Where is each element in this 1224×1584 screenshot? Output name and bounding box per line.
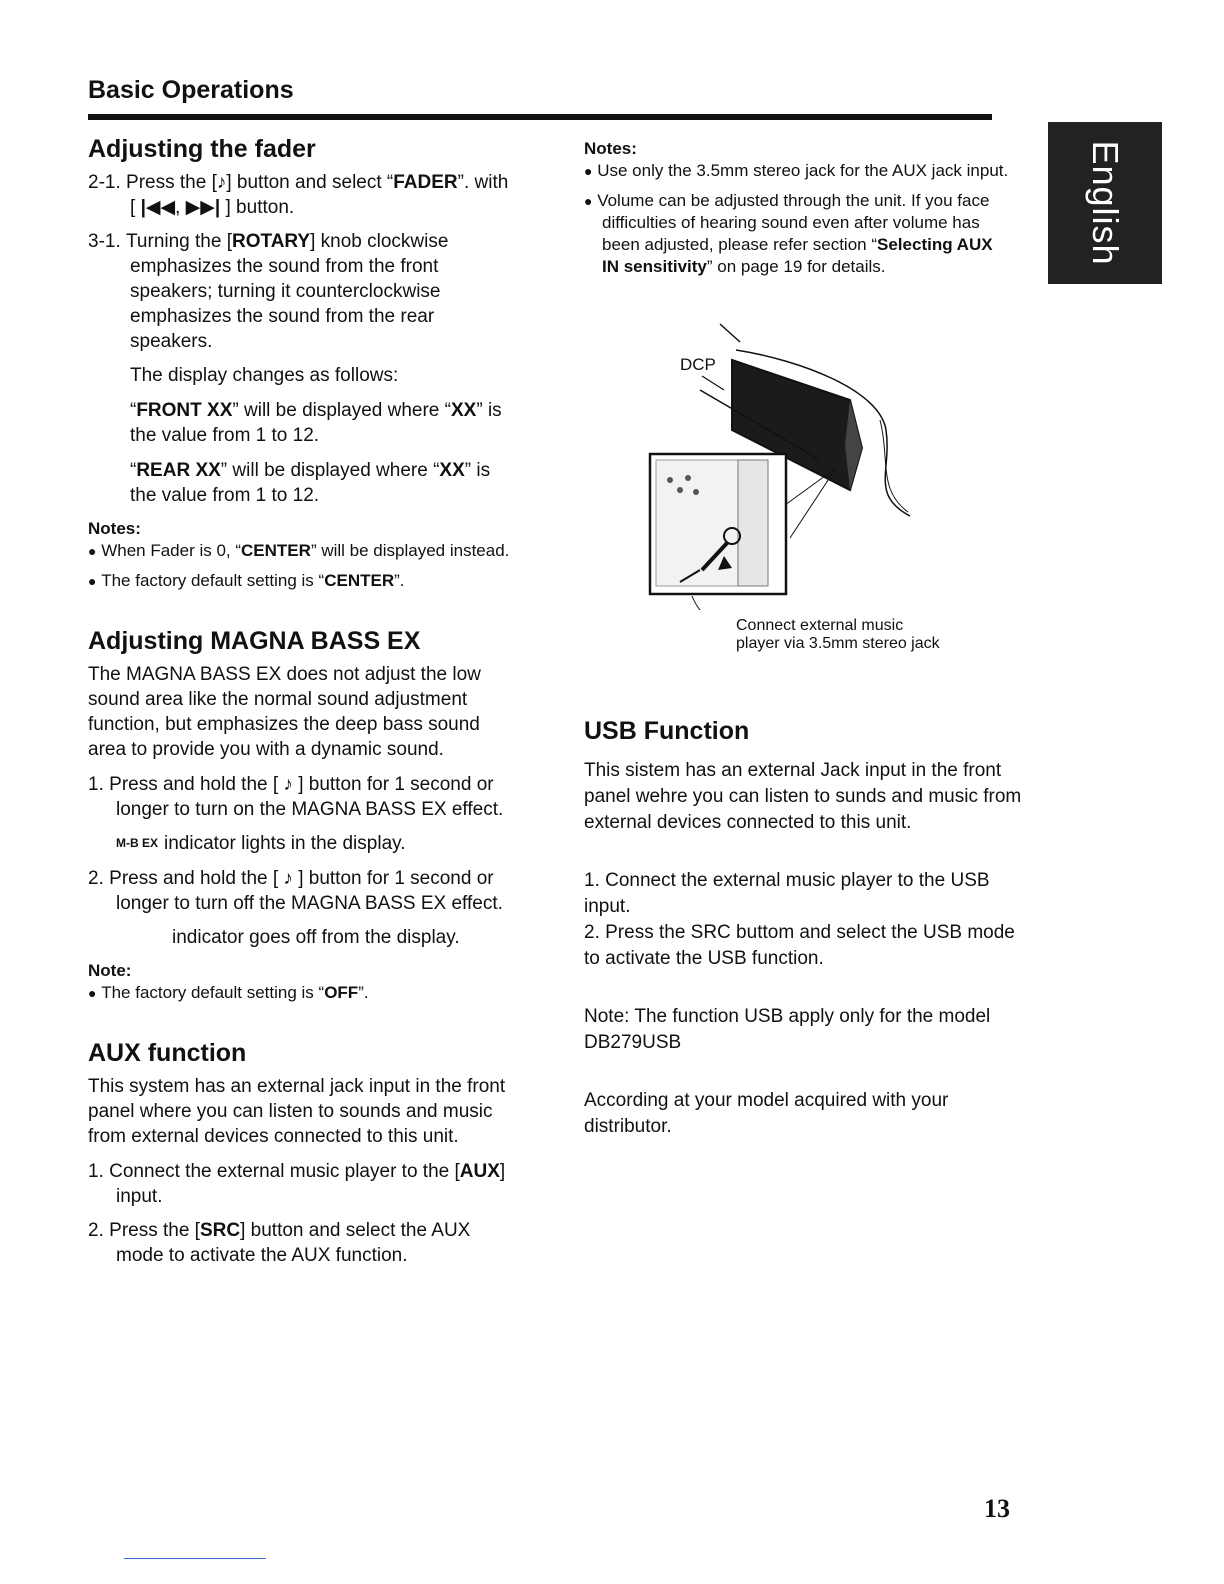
music-note-icon: ♪ <box>283 868 293 890</box>
aux-sensitivity-keyword: Selecting AUX IN sensitivity <box>602 235 993 276</box>
center-keyword: CENTER <box>324 571 395 590</box>
rear-xx-text <box>88 458 518 508</box>
bullet-icon: ● <box>584 193 593 209</box>
front-xx-text <box>88 398 518 448</box>
rear-keyword: REAR XX <box>136 460 221 481</box>
aux-keyword: AUX <box>459 1161 500 1183</box>
step-text: ] input. <box>116 1161 506 1208</box>
figure-caption: Connect external music player via 3.5mm stereo jack <box>736 617 940 652</box>
aux-intro: This system has an external jack input in the front panel where you can listen to sounds and music from external devices connected to this unit. <box>88 1076 506 1148</box>
src-keyword: SRC <box>199 1220 241 1242</box>
step-number: 1. <box>88 774 104 795</box>
body-text: ” is the value from 1 to 12. <box>130 400 502 446</box>
bullet-icon: ● <box>88 985 97 1002</box>
note-text: ” on page 19 for details. <box>706 257 886 276</box>
note-text: ”. <box>358 983 369 1003</box>
magna-note-1 <box>88 982 518 1004</box>
display-changes-text: The display changes as follows: <box>130 365 399 386</box>
note-text: ”. <box>394 571 405 590</box>
magna-step-2 <box>88 866 518 916</box>
right-note-1 <box>584 160 1014 182</box>
right-notes <box>584 138 1014 286</box>
skip-back-icon: |◀◀ <box>140 197 176 218</box>
magna-indicator-off: indicator goes off from the display. <box>172 927 460 949</box>
usb-intro: This sistem has an external Jack input in the front panel wehre you can listen to sunds and music from external devices connected to this unit. <box>584 760 1022 833</box>
step-number: 2-1. <box>88 172 121 193</box>
magna-intro: The MAGNA BASS EX does not adjust the low sound area like the normal sound adjustment function, but emphasizes the deep bass sound area to provide you with a dynamic sound. <box>88 664 481 760</box>
indicator-text: indicator lights in the display. <box>164 833 406 854</box>
section-header-title: Basic Operations <box>88 76 294 104</box>
usb-model-note: According at your model acquired with your distributor. <box>584 1090 949 1137</box>
step-number: 3-1. <box>88 231 121 252</box>
footer-line <box>124 1558 266 1559</box>
step-text: ] button. <box>220 197 295 218</box>
step-text: ] knob clockwise emphasizes the sound from the front speakers; turning it counterclockwise emphasizes the sound from the rear speakers. <box>130 231 449 352</box>
quote: “ <box>130 460 137 481</box>
magna-indicator-on <box>88 831 518 856</box>
aux-step-1 <box>88 1159 518 1209</box>
magna-step-1 <box>88 772 518 822</box>
xx-keyword: XX <box>450 400 477 421</box>
fader-keyword: FADER <box>393 172 458 193</box>
right-notes-title: Notes: <box>584 139 637 158</box>
note-text: Volume can be adjusted through the unit. If you face difficulties of hearing sound even after volume has been adjusted, please refer section “ <box>597 191 990 254</box>
xx-keyword: XX <box>439 460 465 481</box>
step-number: 1. <box>88 1161 104 1183</box>
step-text: Press the [ <box>109 1220 200 1242</box>
header-rule <box>88 114 992 120</box>
fader-notes-title: Notes: <box>88 519 141 538</box>
usb-step-2: 2. Press the SRC buttom and select the USB mode to activate the USB function. <box>584 922 1015 969</box>
step-text: ”. with [ <box>130 172 509 218</box>
note-text: Use only the 3.5mm stereo jack for the AUX jack input. <box>597 161 1009 180</box>
step-number: 2. <box>88 1220 104 1242</box>
music-note-icon: ♪ <box>283 774 293 795</box>
step-text: Connect the external music player to the [ <box>109 1161 460 1183</box>
note-text: When Fader is 0, “ <box>101 541 242 560</box>
note-text: ” will be displayed instead. <box>310 541 510 560</box>
step-text: ] button for 1 second or longer to turn on the MAGNA BASS EX effect. <box>116 774 504 820</box>
page-number: 13 <box>984 1494 1010 1523</box>
separator: , <box>175 197 186 218</box>
usb-heading: USB Function <box>584 717 750 745</box>
aux-heading: AUX function <box>88 1039 247 1068</box>
step-number: 2. <box>88 868 104 890</box>
bullet-icon: ● <box>584 163 593 179</box>
bullet-icon: ● <box>88 573 97 589</box>
usb-section <box>584 716 1024 1150</box>
front-keyword: FRONT XX <box>136 400 233 421</box>
center-keyword: CENTER <box>241 541 311 560</box>
step-text: Press and hold the [ <box>109 774 284 795</box>
language-tab <box>1048 122 1162 284</box>
rotary-keyword: ROTARY <box>232 231 311 252</box>
usb-step-1: 1. Connect the external music player to the USB input. <box>584 870 990 917</box>
fader-note-2 <box>88 570 518 592</box>
body-text: ” will be displayed where “ <box>220 460 440 481</box>
usb-note: Note: The function USB apply only for the model DB279USB <box>584 1006 991 1053</box>
fader-note-1 <box>88 540 518 562</box>
music-note-icon: ♪ <box>216 172 227 193</box>
quote: “ <box>130 400 137 421</box>
magna-note-title: Note: <box>88 961 132 981</box>
fader-heading: Adjusting the fader <box>88 135 316 163</box>
fader-step-1 <box>88 170 518 220</box>
right-note-2 <box>584 190 1014 278</box>
off-keyword: OFF <box>324 983 359 1003</box>
left-column <box>88 134 518 1277</box>
dcp-label: DCP <box>680 355 716 374</box>
bullet-icon: ● <box>88 543 97 559</box>
dcp-illustration-drawing <box>640 320 940 610</box>
step-text: Press the [ <box>126 172 217 193</box>
language-tab-label: English <box>1085 140 1126 266</box>
fader-step-2 <box>88 229 518 354</box>
step-text: Press and hold the [ <box>109 868 284 890</box>
step-text: ] button for 1 second or longer to turn off the MAGNA BASS EX effect. <box>116 868 503 915</box>
mbex-indicator-icon: M-B EX <box>116 836 158 851</box>
step-text: Turning the [ <box>126 231 232 252</box>
skip-forward-icon: ▶▶| <box>185 197 221 218</box>
body-text: ” will be displayed where “ <box>232 400 451 421</box>
step-text: ] button and select the AUX mode to activate the AUX function. <box>116 1220 471 1267</box>
dcp-illustration <box>640 320 940 610</box>
aux-step-2 <box>88 1218 518 1268</box>
step-text: ] button and select “ <box>226 172 394 193</box>
note-text: The factory default setting is “ <box>101 571 325 590</box>
magna-heading: Adjusting MAGNA BASS EX <box>88 627 421 655</box>
note-text: The factory default setting is “ <box>101 983 325 1003</box>
body-text: ” is the value from 1 to 12. <box>130 460 491 506</box>
